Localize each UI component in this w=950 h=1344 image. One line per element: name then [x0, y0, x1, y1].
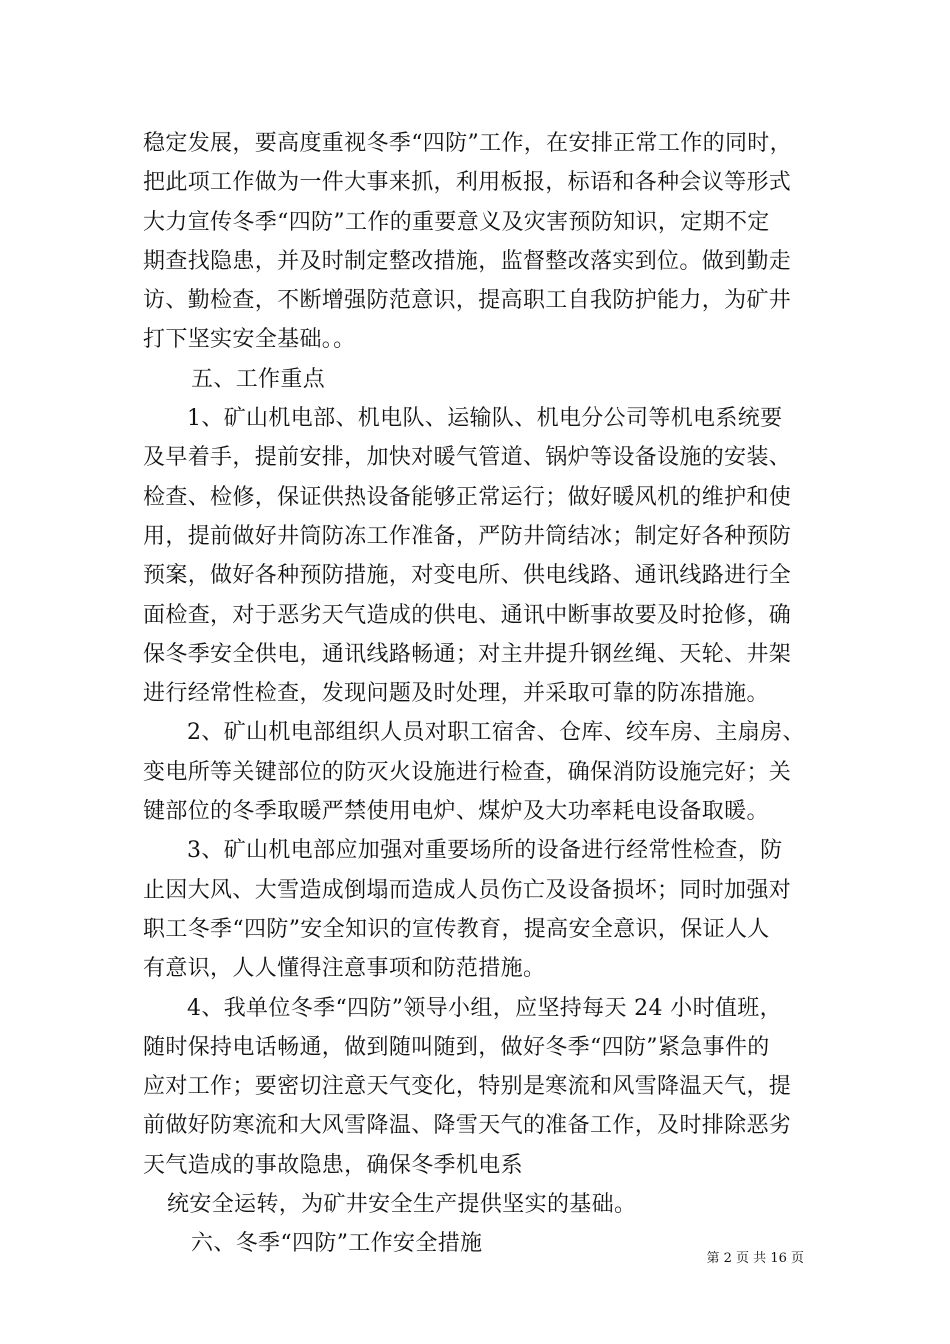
- text-line: 统安全运转，为矿井安全生产提供坚实的基础。: [167, 1192, 637, 1218]
- text-line: 3、矿山机电部应加强对重要场所的设备进行经常性检查，防: [187, 838, 783, 864]
- text-line: 变电所等关键部位的防灭火设施进行检查，确保消防设施完好；关: [143, 759, 792, 785]
- text-line: 天气造成的事故隐患，确保冬季机电系: [143, 1152, 523, 1178]
- text-line: 打下坚实安全基础。。: [143, 327, 356, 353]
- text-line: 前做好防寒流和大风雪降温、降雪天气的准备工作，及时排除恶劣: [143, 1113, 792, 1139]
- text-line: 1、矿山机电部、机电队、运输队、机电分公司等机电系统要: [187, 406, 783, 432]
- text-line: 保冬季安全供电，通讯线路畅通；对主井提升钢丝绳、天轮、井架: [143, 641, 792, 667]
- text-line: 有意识，人人懂得注意事项和防范措施。: [143, 956, 546, 982]
- text-line: 大力宣传冬季“四防”工作的重要意义及灾害预防知识，定期不定: [143, 209, 770, 235]
- document-body: [143, 124, 833, 1264]
- text-line: 职工冬季“四防”安全知识的宣传教育，提高安全意识，保证人人: [143, 916, 770, 942]
- text-line: 应对工作；要密切注意天气变化，特别是寒流和风雪降温天气，提: [143, 1074, 792, 1100]
- text-line: 期查找隐患，并及时制定整改措施，监督整改落实到位。做到勤走: [143, 248, 792, 274]
- text-line: 进行经常性检查，发现问题及时处理，并采取可靠的防冻措施。: [143, 681, 769, 707]
- text-line: 稳定发展，要高度重视冬季“四防”工作，在安排正常工作的同时，: [143, 131, 792, 156]
- text-line: 预案，做好各种预防措施，对变电所、供电线路、通讯线路进行全: [143, 563, 792, 589]
- text-line: 检查、检修，保证供热设备能够正常运行；做好暖风机的维护和使: [143, 484, 792, 510]
- text-line: 键部位的冬季取暖严禁使用电炉、煤炉及大功率耗电设备取暖。: [143, 799, 769, 825]
- text-line: 访、勤检查，不断增强防范意识，提高职工自我防护能力，为矿井: [143, 288, 792, 314]
- text-line: 4、我单位冬季“四防”领导小组，应坚持每天 24 小时值班，: [187, 995, 782, 1021]
- text-line: 止因大风、大雪造成倒塌而造成人员伤亡及设备损坏；同时加强对: [143, 877, 792, 903]
- text-line: 五、工作重点: [191, 366, 326, 392]
- text-line: 把此项工作做为一件大事来抓，利用板报，标语和各种会议等形式: [143, 170, 792, 196]
- text-line: 面检查，对于恶劣天气造成的供电、通讯中断事故要及时抢修，确: [143, 602, 792, 628]
- text-line: 六、冬季“四防”工作安全措施: [191, 1231, 483, 1257]
- text-line: 随时保持电话畅通，做到随叫随到，做好冬季“四防”紧急事件的: [143, 1034, 770, 1060]
- page-number-footer: 第 2 页 共 16 页: [706, 1251, 804, 1266]
- text-line: 及早着手，提前安排，加快对暖气管道、锅炉等设备设施的安装、: [143, 445, 792, 471]
- text-line: 2、矿山机电部组织人员对职工宿舍、仓库、绞车房、主扇房、: [187, 720, 805, 746]
- text-line: 用，提前做好井筒防冻工作准备，严防井筒结冰；制定好各种预防: [143, 523, 792, 549]
